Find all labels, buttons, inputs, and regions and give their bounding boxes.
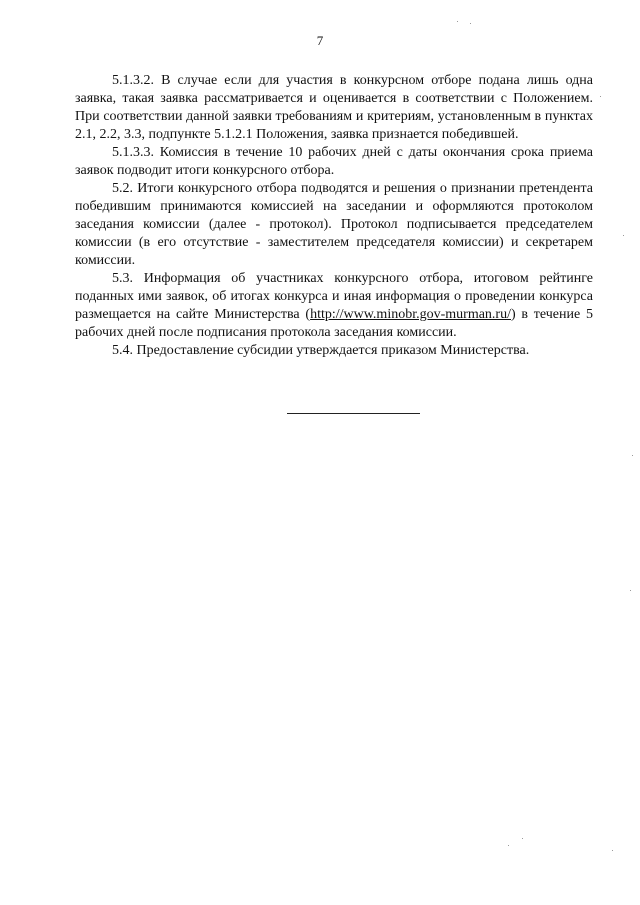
scan-speck [630, 590, 631, 591]
scan-speck [632, 455, 633, 456]
paragraph-5-3-text-after-link: ) в течение 5 рабочих дней после подписания протокола заседания комиссии. [75, 307, 593, 340]
scan-speck [522, 838, 523, 839]
page-number: 7 [316, 33, 324, 48]
paragraph-5-4: 5.4. Предоставление субсидии утверждается приказом Министерства. [112, 343, 530, 358]
scan-speck [600, 96, 601, 97]
scan-speck [457, 21, 458, 22]
scan-speck [508, 845, 509, 846]
end-of-text-rule [287, 413, 420, 414]
paragraph-5-1-3-3: 5.1.3.3. Комиссия в течение 10 рабочих дней с даты окончания срока приема заявок подводит итоги конкурсного отбора. [75, 145, 593, 178]
scan-speck [612, 850, 613, 851]
paragraph-5-3-text-before-link: 5.3. Информация об участниках конкурсного отбора, итоговом рейтинге поданных ими заявок, об итогах конкурса и иная информация о проведении конкурса размещается на сайте Министерства ( [75, 271, 593, 322]
scan-speck [623, 235, 624, 236]
paragraph-5-1-3-2: 5.1.3.2. В случае если для участия в конкурсном отборе подана лишь одна заявка, такая заявка рассматривается и оценивается в соответствии с Положением. При соответствии данной заявки требованиям и критериям, установленным в пунктах 2.1, 2.2, 3.3, подпункте 5.1.2.1 Положения, заявка признается победившей. [75, 73, 593, 142]
ministry-website-link[interactable]: http://www.minobr.gov-murman.ru/ [310, 307, 511, 322]
scan-speck [470, 23, 471, 24]
paragraph-5-2: 5.2. Итоги конкурсного отбора подводятся и решения о признании претендента победившим принимаются комиссией на заседании и оформляются протоколом заседания комиссии (далее - протокол). Протокол подписывается председателем комиссии (в его отсутствие - заместителем председателя комиссии) и секретарем комиссии. [75, 181, 593, 268]
paragraph-5-3 [75, 270, 593, 342]
document-body [75, 72, 593, 360]
